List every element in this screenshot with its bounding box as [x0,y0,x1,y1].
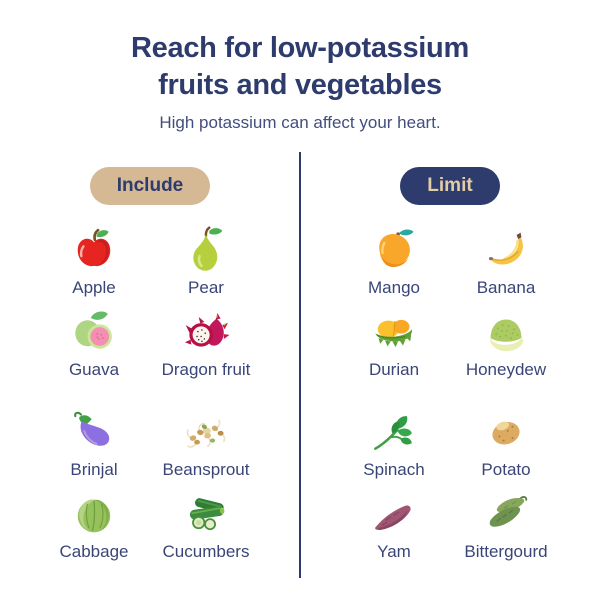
item-label: Yam [377,542,411,561]
apple-icon [68,222,120,274]
page-title-line1: Reach for low-potassium [131,32,469,64]
list-item [450,304,562,380]
item-label: Cabbage [59,542,129,561]
page-subtitle: High potassium can affect your heart. [159,113,441,132]
mango-icon [368,222,420,274]
header [0,0,600,133]
item-label: Cucumbers [162,542,250,561]
item-label: Guava [68,360,120,379]
pear-icon [180,222,232,274]
list-item [338,222,450,298]
yam-icon [368,486,420,538]
dragon-fruit-icon [180,304,232,356]
item-label: Banana [476,278,536,297]
item-label: Dragon fruit [161,360,251,379]
list-item [150,222,262,298]
potato-icon [480,404,532,456]
list-item [150,404,262,480]
list-item [450,486,562,562]
include-fruits-grid [38,222,262,380]
bittergourd-icon [480,486,532,538]
item-label: Mango [368,278,420,297]
list-item [38,222,150,298]
banana-icon [480,222,532,274]
list-item [38,404,150,480]
list-item [38,304,150,380]
list-item [150,486,262,562]
item-label: Apple [72,278,116,297]
list-item [150,304,262,380]
limit-fruits-grid [338,222,562,380]
item-label: Beansprout [162,460,250,479]
guava-icon [68,304,120,356]
item-label: Brinjal [70,460,118,479]
page-title-line2: fruits and vegetables [158,69,442,101]
limit-column [300,152,600,562]
item-label: Potato [481,460,531,479]
cabbage-icon [68,486,120,538]
list-item [338,486,450,562]
list-item [450,222,562,298]
beansprout-icon [180,404,232,456]
columns [0,152,600,562]
list-item [338,304,450,380]
limit-badge: Limit [400,167,499,205]
brinjal-icon [68,404,120,456]
include-badge: Include [90,167,211,205]
page-title [0,30,600,104]
list-item [38,486,150,562]
list-item [338,404,450,480]
item-label: Honeydew [465,360,547,379]
include-column [0,152,300,562]
list-item [450,404,562,480]
item-label: Pear [188,278,224,297]
cucumbers-icon [180,486,232,538]
item-label: Bittergourd [464,542,548,561]
durian-icon [368,304,420,356]
honeydew-icon [480,304,532,356]
spinach-icon [368,404,420,456]
item-label: Spinach [363,460,425,479]
limit-vegetables-grid [338,404,562,562]
item-label: Durian [368,360,420,379]
include-vegetables-grid [38,404,262,562]
